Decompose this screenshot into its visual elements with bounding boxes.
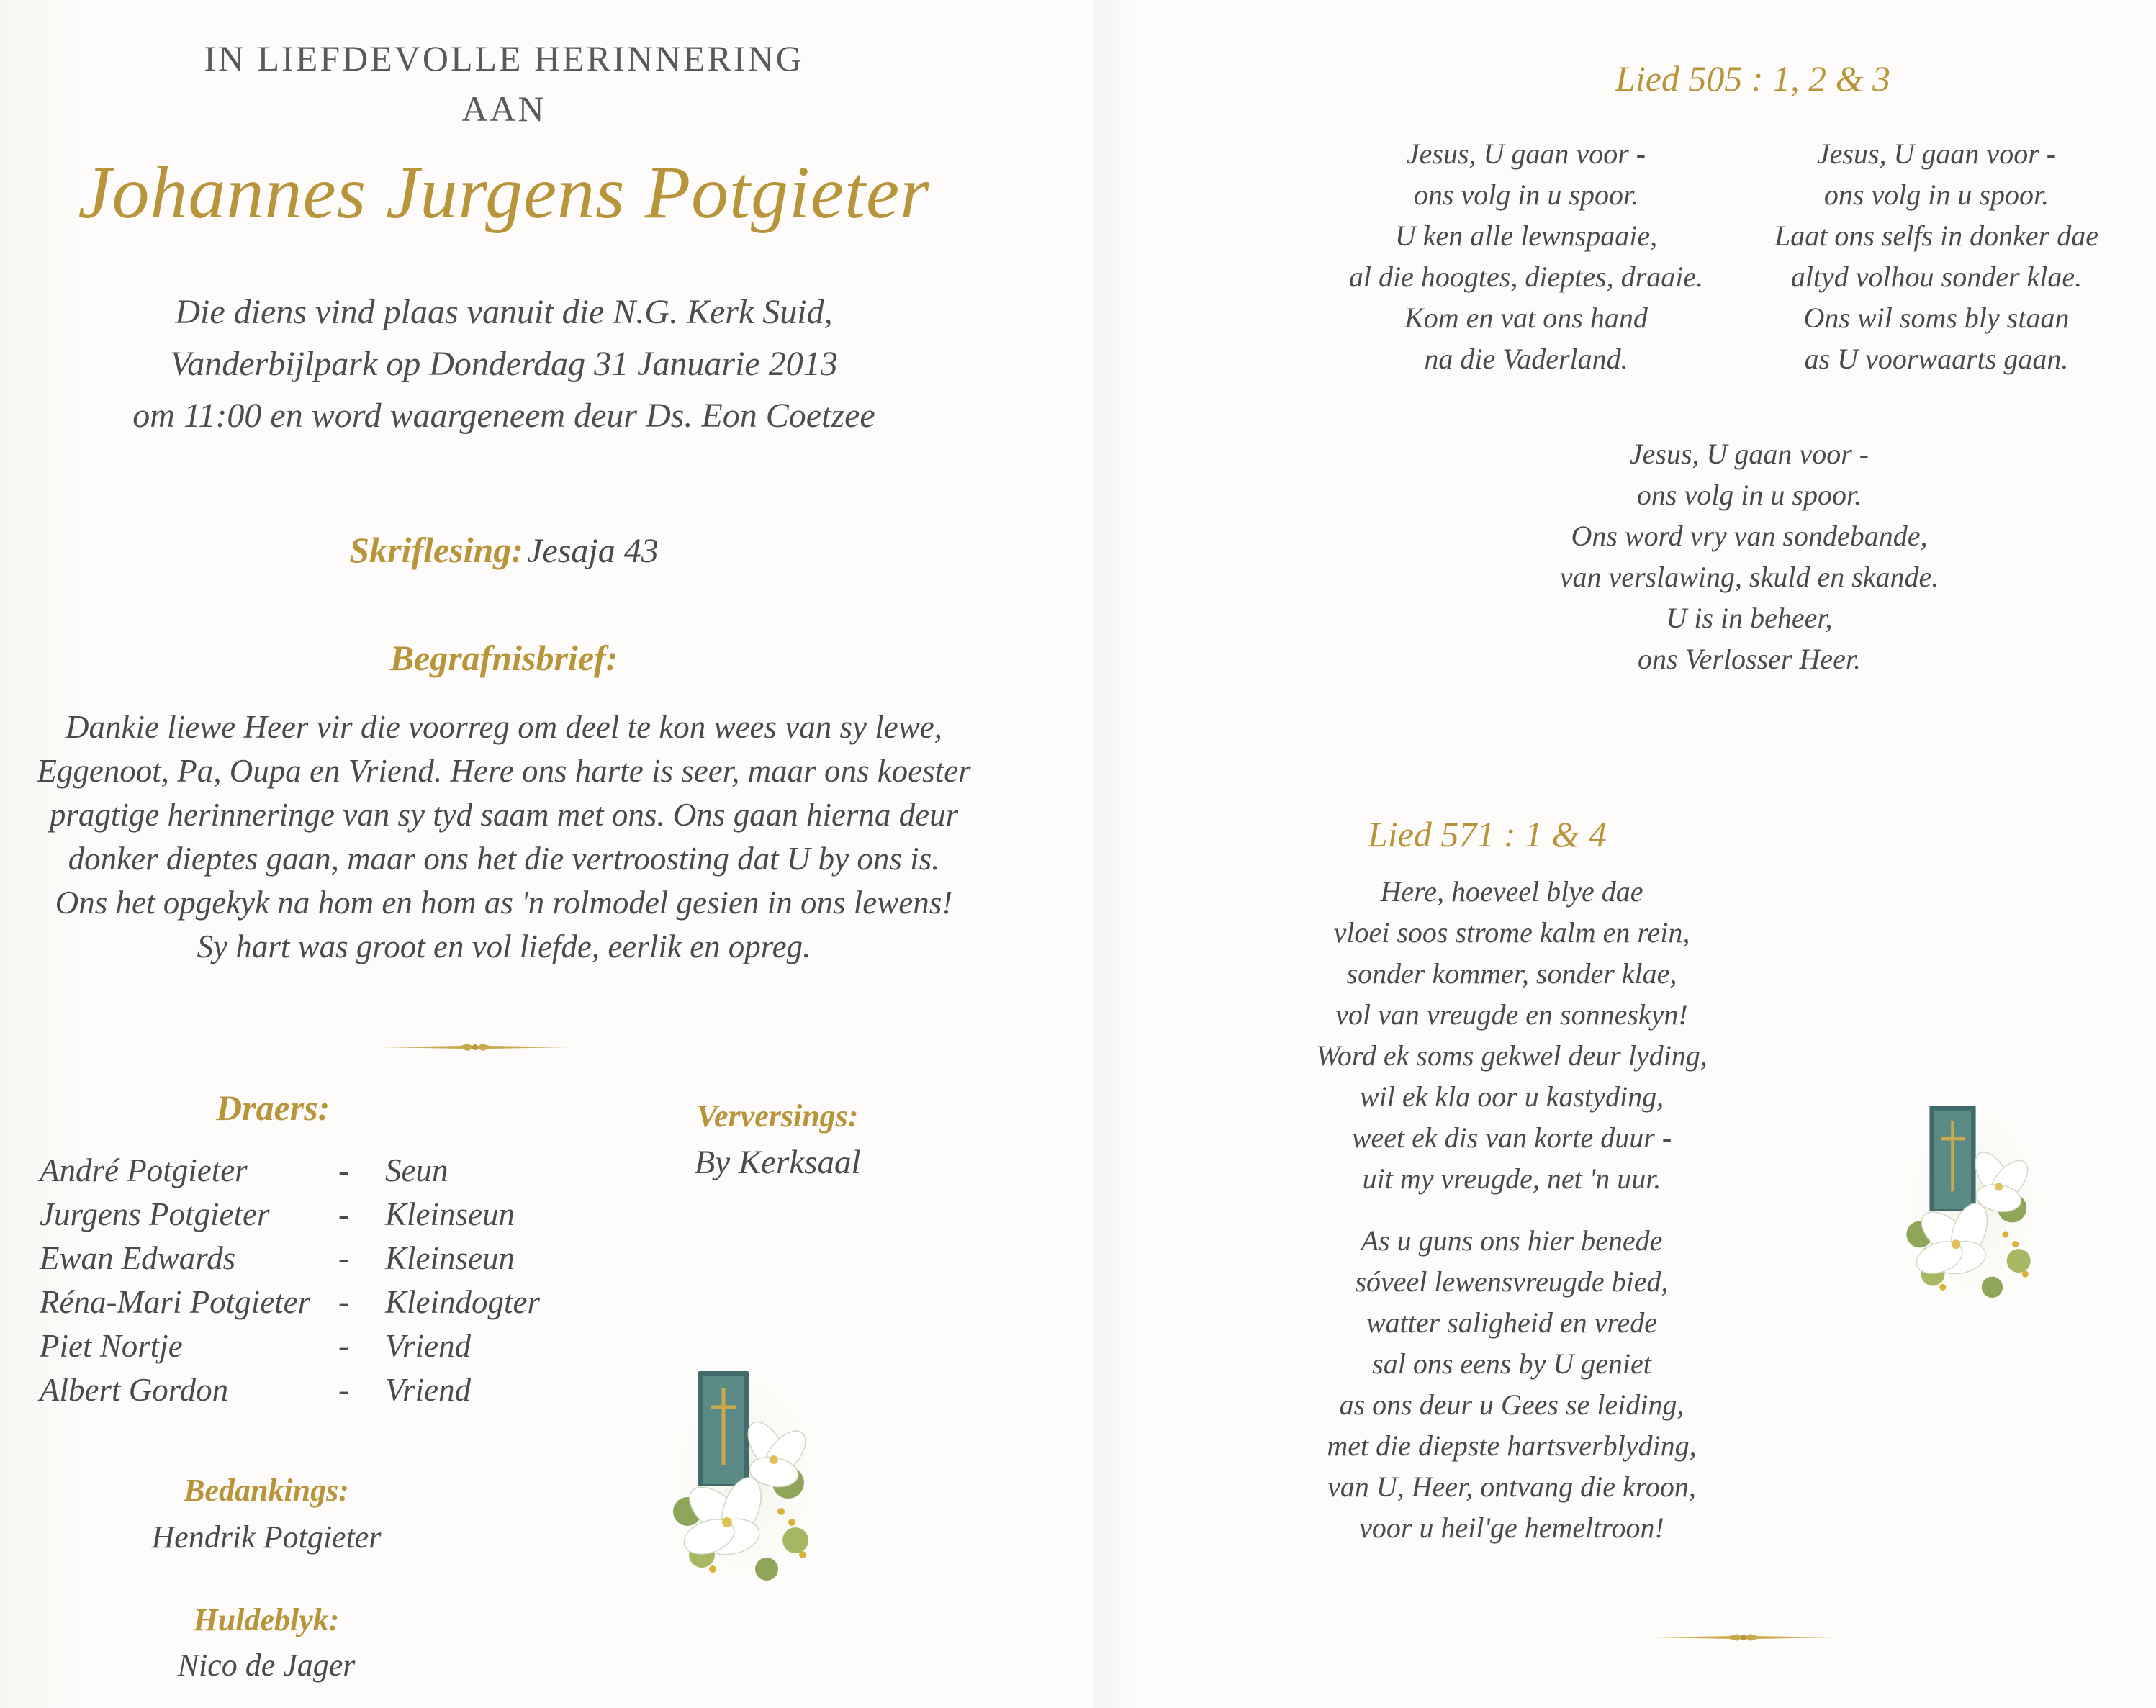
- scripture: [0, 529, 1008, 573]
- letter-body: [0, 705, 1008, 969]
- verse-line: Jesus, U gaan voor -: [1406, 137, 1646, 170]
- dash: -: [338, 1284, 349, 1320]
- verse-line: U is in beheer,: [1666, 602, 1833, 634]
- verse-line: U ken alle lewnspaaie,: [1394, 220, 1658, 252]
- hymn1-verse1: [1310, 133, 1742, 379]
- letter-line: pragtige herinneringe van sy tyd saam met ons. Ons gaan hierna deur: [49, 797, 959, 833]
- pallbearer-name: Réna-Mari Potgieter: [40, 1284, 311, 1320]
- verse-line: Jesus, U gaan voor -: [1816, 137, 2057, 170]
- verse-line: Ons word vry van sondebande,: [1571, 520, 1928, 552]
- verse-line: As u guns ons hier benede: [1361, 1224, 1663, 1257]
- pallbearer-name: Jurgens Potgieter: [40, 1196, 270, 1232]
- verse-line: weet ek dis van korte duur -: [1351, 1121, 1672, 1154]
- hymn1-verse2: [1735, 133, 2138, 379]
- verse-line: voor u heil'ge hemeltroon!: [1359, 1512, 1664, 1544]
- pallbearer-name: Ewan Edwards: [40, 1240, 236, 1276]
- thanks-value: Hendrik Potgieter: [151, 1519, 382, 1555]
- header-line2: AAN: [461, 89, 546, 129]
- thanks-title: Bedankings:: [184, 1473, 349, 1508]
- verse-line: altyd volhou sonder klae.: [1790, 261, 2083, 293]
- pallbearer-name: André Potgieter: [40, 1152, 248, 1188]
- pallbearer-name: Albert Gordon: [40, 1372, 229, 1408]
- pallbearer-name: Piet Nortje: [40, 1328, 183, 1364]
- hymn2-title: Lied 571 : 1 & 4: [1368, 814, 1607, 854]
- letter-line: donker dieptes gaan, maar ons het die vertroosting dat U by ons is.: [68, 841, 940, 877]
- pallbearer-relation: Seun: [385, 1152, 448, 1188]
- hymn2-verse1: [1281, 871, 1742, 1199]
- verse-line: van verslawing, skuld en skande.: [1559, 561, 1939, 593]
- scripture-label: Skriflesing:: [349, 530, 523, 570]
- verse-line: vloei soos strome kalm en rein,: [1333, 916, 1690, 949]
- verse-line: Kom en vat ons hand: [1404, 302, 1648, 334]
- letter-title: Begrafnisbrief:: [389, 638, 618, 678]
- tribute-value: Nico de Jager: [177, 1648, 356, 1683]
- pallbearer-relation: Kleinseun: [385, 1196, 515, 1232]
- lily-cross-illustration: [659, 1339, 831, 1601]
- pallbearer-relation: Vriend: [385, 1372, 472, 1408]
- hymn2-verse2: [1281, 1220, 1742, 1548]
- dash: -: [338, 1372, 349, 1408]
- verse-line: Ons wil soms bly staan: [1803, 302, 2070, 334]
- ornament-divider: [382, 1042, 569, 1052]
- verse-line: van U, Heer, ontvang die kroon,: [1327, 1470, 1696, 1503]
- right-page: [1094, 0, 2156, 1708]
- deceased-name: Johannes Jurgens Potgieter: [78, 151, 930, 234]
- dash: -: [338, 1240, 349, 1276]
- verse-line: uit my vreugde, net 'n uur.: [1362, 1162, 1661, 1195]
- hymn1-title: Lied 505 : 1, 2 & 3: [1615, 58, 1890, 99]
- verse-line: sonder kommer, sonder klae,: [1346, 957, 1677, 990]
- verse-line: ons volg in u spoor.: [1413, 179, 1639, 211]
- verse-line: ons volg in u spoor.: [1823, 179, 2049, 211]
- verse-line: Word ek soms gekwel deur lyding,: [1316, 1039, 1708, 1072]
- letter-line: Ons het opgekyk na hom en hom as 'n rolmodel gesien in ons lewens!: [55, 885, 953, 921]
- service-line: om 11:00 en word waargeneem deur Ds. Eon Coetzee: [132, 397, 875, 435]
- letter-line: Sy hart was groot en vol liefde, eerlik en opreg.: [197, 928, 811, 964]
- pallbearer-relation: Vriend: [385, 1328, 472, 1364]
- verse-line: sóveel lewensvreugde bied,: [1355, 1265, 1669, 1298]
- verse-line: na die Vaderland.: [1424, 343, 1628, 375]
- pallbearers-title: Draers:: [216, 1088, 330, 1128]
- letter-line: Dankie liewe Heer vir die voorreg om deel te kon wees van sy lewe,: [66, 709, 942, 745]
- verse-line: ons Verlosser Heer.: [1638, 643, 1861, 675]
- tribute-title: Huldeblyk:: [193, 1602, 340, 1637]
- ornament-divider: [1654, 1632, 1833, 1643]
- verse-line: as U voorwaarts gaan.: [1804, 343, 2069, 375]
- verse-line: watter saligheid en vrede: [1366, 1306, 1657, 1339]
- verse-line: Jesus, U gaan voor -: [1629, 438, 1869, 470]
- verse-line: met die diepste hartsverblyding,: [1327, 1429, 1697, 1462]
- refreshments-title: Verversings:: [696, 1098, 859, 1134]
- dash: -: [338, 1152, 349, 1188]
- header-line1: IN LIEFDEVOLLE HERINNERING: [204, 38, 804, 78]
- verse-line: al die hoogtes, dieptes, draaie.: [1348, 261, 1704, 293]
- hymn1-verse3: [1512, 433, 1987, 679]
- verse-line: wil ek kla oor u kastyding,: [1359, 1080, 1664, 1113]
- scripture-value: Jesaja 43: [527, 532, 659, 570]
- pallbearer-relation: Kleinseun: [385, 1240, 515, 1276]
- verse-line: Laat ons selfs in donker dae: [1774, 220, 2098, 252]
- verse-line: vol van vreugde en sonneskyn!: [1335, 998, 1688, 1031]
- dash: -: [338, 1328, 349, 1364]
- verse-line: ons volg in u spoor.: [1636, 479, 1862, 511]
- service-line: Vanderbijlpark op Donderdag 31 Januarie 2013: [170, 345, 838, 383]
- service-details: [0, 286, 1008, 442]
- verse-line: Here, hoeveel blye dae: [1380, 875, 1643, 908]
- verse-line: sal ons eens by U geniet: [1372, 1347, 1651, 1380]
- verse-line: as ons deur u Gees se leiding,: [1339, 1388, 1684, 1421]
- dash: -: [338, 1196, 349, 1232]
- refreshments-value: By Kerksaal: [694, 1144, 861, 1181]
- letter-line: Eggenoot, Pa, Oupa en Vriend. Here ons harte is seer, maar ons koester: [37, 753, 971, 789]
- lily-cross-illustration: [1893, 1076, 2052, 1316]
- pallbearer-relation: Kleindogter: [385, 1284, 540, 1320]
- service-line: Die diens vind plaas vanuit die N.G. Kerk Suid,: [175, 293, 833, 331]
